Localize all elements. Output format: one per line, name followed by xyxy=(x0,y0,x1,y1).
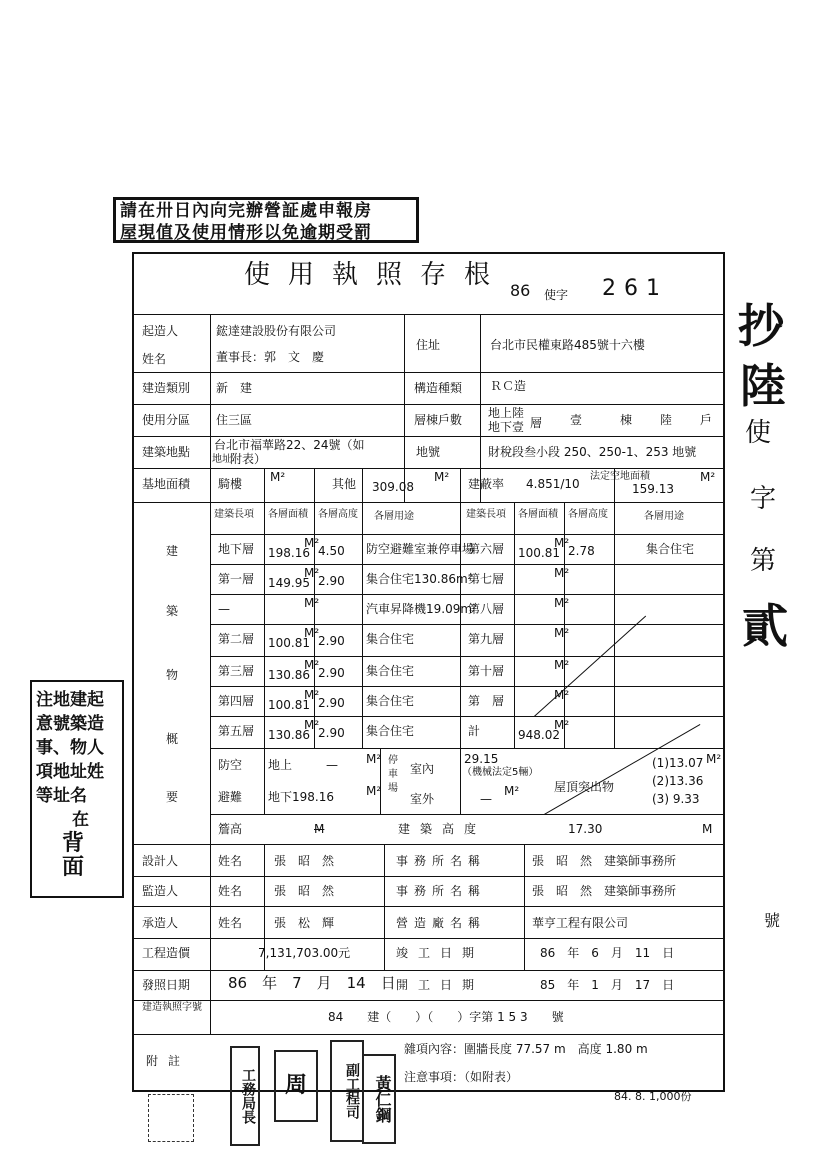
issue-label: 發照日期 xyxy=(142,978,191,992)
builder-label-2: 姓名 xyxy=(142,352,167,366)
builder-name: 鋐達建設股份有限公司 xyxy=(216,324,337,338)
person-org-label: 事務所名稱 xyxy=(396,854,487,868)
floors-dong: 棟 xyxy=(620,413,633,427)
table-floor-right: 計 xyxy=(468,724,481,738)
table-floor: — xyxy=(218,602,230,616)
table-use: 集合住宅 xyxy=(366,694,415,708)
shelter-label-1: 防空 xyxy=(218,758,243,772)
parking-indoor-note: （機械法定5輛） xyxy=(462,767,539,778)
parking-indoor-value: 29.15 xyxy=(464,752,499,766)
building-vert-2: 築 xyxy=(166,604,179,618)
serial-number: 261 xyxy=(602,276,668,301)
person-role: 監造人 xyxy=(142,884,179,898)
category-label: 建造類別 xyxy=(142,381,191,395)
table-use: 集合住宅 xyxy=(366,664,415,678)
header-area-right: 各層面積 xyxy=(518,509,558,520)
table-floor: 第二層 xyxy=(218,632,255,646)
margin-char: 號 xyxy=(764,911,781,930)
area-label: 基地面積 xyxy=(142,477,191,491)
floors-ceng: 層 xyxy=(530,416,543,430)
side-note-line: 項地址姓 xyxy=(36,762,104,782)
table-area-unit: M² xyxy=(304,566,320,580)
margin-char: 使 xyxy=(745,418,772,448)
side-note-line: 在 xyxy=(72,810,89,830)
table-area: 198.16 xyxy=(268,546,310,560)
roof-label: 屋頂突出物 xyxy=(554,780,615,794)
table-area-unit-right: M² xyxy=(554,626,570,640)
table-height: 2.90 xyxy=(318,574,345,588)
table-use: 汽車昇降機19.09m² xyxy=(366,602,477,616)
floors-label: 層棟戶數 xyxy=(414,413,463,427)
side-note-line: 注地建起 xyxy=(36,690,104,710)
person-org: 華亨工程有限公司 xyxy=(532,916,629,930)
building-height-label: 建築高度 xyxy=(398,822,487,836)
lot-label: 地號 xyxy=(416,445,441,459)
shelter-below: 地下198.16 xyxy=(268,790,334,804)
building-vert-5: 要 xyxy=(166,790,179,804)
building-height-unit: M xyxy=(702,822,713,836)
other-value: 309.08 xyxy=(372,480,414,494)
table-use: 集合住宅 xyxy=(366,724,415,738)
table-area-unit-right: M² xyxy=(554,688,570,702)
stamp-seal: 周 xyxy=(274,1050,318,1122)
start-date: 85 年 1 月 17 日 xyxy=(540,978,675,992)
table-area-unit: M² xyxy=(304,718,320,732)
person-name-label: 姓名 xyxy=(218,916,243,930)
person-org: 張 昭 然 建築師事務所 xyxy=(532,884,677,898)
start-label: 開工日期 xyxy=(396,978,485,992)
site-note: 地址 xyxy=(212,454,232,465)
table-floor: 地下層 xyxy=(218,542,255,556)
person-name: 張 昭 然 xyxy=(274,884,335,898)
side-note-line: 等址名 xyxy=(36,786,87,806)
legal-unit: M² xyxy=(700,470,716,484)
seal-mark xyxy=(148,1094,194,1142)
stamp-engineer: 副工程司 xyxy=(330,1040,364,1142)
remarks-label: 附註 xyxy=(146,1054,191,1068)
arcade-unit: M² xyxy=(270,470,286,484)
issue-date: 86 年 7 月 14 日 xyxy=(228,974,396,992)
parking-label: 停車場 xyxy=(388,755,398,794)
table-area: 100.81 xyxy=(268,698,310,712)
margin-char: 陸 xyxy=(740,359,786,413)
shelter-label-2: 避難 xyxy=(218,790,243,804)
address-label: 住址 xyxy=(416,338,441,352)
table-floor: 第五層 xyxy=(218,724,255,738)
margin-char: 字 xyxy=(750,484,777,514)
table-area: 130.86 xyxy=(268,668,310,682)
header-use: 各層用途 xyxy=(374,511,414,522)
roof-unit: M² xyxy=(706,752,722,766)
remarks-misc: 雜項內容：圍牆長度 77.57 m 高度 1.80 m xyxy=(404,1042,648,1056)
eaves-value: M xyxy=(314,822,325,836)
header-height: 各層高度 xyxy=(318,509,358,520)
table-height: 2.90 xyxy=(318,726,345,740)
side-note-line: 意號築造 xyxy=(36,714,104,734)
building-vert-1: 建 xyxy=(166,544,179,558)
floors-count: 壹 xyxy=(570,413,583,427)
table-area: 130.86 xyxy=(268,728,310,742)
lot-value: 財稅段叁小段 250、250-1、253 地號 xyxy=(488,445,697,459)
builder-label-1: 起造人 xyxy=(142,324,179,338)
table-floor: 第三層 xyxy=(218,664,255,678)
eaves-label: 簷高 xyxy=(218,822,243,836)
coverage-value: 4.851/10 xyxy=(526,477,580,491)
header-area: 各層面積 xyxy=(268,509,308,520)
table-floor-right: 第十層 xyxy=(468,664,505,678)
side-note-line: 面 xyxy=(62,855,85,880)
table-height: 2.90 xyxy=(318,696,345,710)
legal-label: 法定空地面積 xyxy=(590,471,650,482)
license-label: 建造執照字號 xyxy=(142,1002,202,1013)
table-area-unit: M² xyxy=(304,596,320,610)
serial-year: 86 xyxy=(510,281,531,300)
structure-value: ＲＣ造 xyxy=(490,379,527,393)
serial-word: 使字 xyxy=(544,288,569,302)
person-role: 設計人 xyxy=(142,854,179,868)
side-note-line: 背 xyxy=(62,831,85,856)
person-role: 承造人 xyxy=(142,916,179,930)
margin-char: 貳 xyxy=(742,599,788,653)
margin-char: 第 xyxy=(750,546,777,576)
table-floor-right: 第八層 xyxy=(468,602,505,616)
side-note xyxy=(30,680,124,898)
table-area-unit-right: M² xyxy=(554,718,570,732)
table-area-unit: M² xyxy=(304,658,320,672)
roof-value-3: (3) 9.33 xyxy=(652,792,700,806)
table-use: 防空避難室兼停車場 xyxy=(366,542,475,556)
table-area-unit-right: M² xyxy=(554,536,570,550)
header-use-right: 各層用途 xyxy=(644,511,684,522)
site-label: 建築地點 xyxy=(142,445,191,459)
person-name-label: 姓名 xyxy=(218,854,243,868)
floors-hu-count: 陸 xyxy=(660,413,673,427)
floors-below: 地下壹 xyxy=(488,420,525,434)
table-floor: 第一層 xyxy=(218,572,255,586)
shelter-above: 地上 xyxy=(268,758,293,772)
remarks-note: 注意事項：（如附表） xyxy=(404,1070,519,1084)
notice-box xyxy=(113,197,419,243)
form-title: 使用執照存根 xyxy=(244,260,509,290)
floors-above: 地上陸 xyxy=(488,406,525,420)
table-use: 集合住宅130.86m² xyxy=(366,572,473,586)
parking-outdoor-value: — xyxy=(480,792,492,806)
person-org-label: 營造廠名稱 xyxy=(396,916,487,930)
notice-line-1: 請在卅日內向完辦營証處申報房 xyxy=(120,201,372,221)
building-vert-4: 概 xyxy=(166,732,179,746)
table-use-right: 集合住宅 xyxy=(646,542,695,556)
other-unit: M² xyxy=(434,470,450,484)
site-value-1: 台北市福華路22、24號（如 xyxy=(214,438,365,452)
side-note-line: 事、物人 xyxy=(36,738,104,758)
person-name: 張 昭 然 xyxy=(274,854,335,868)
table-area-unit: M² xyxy=(304,626,320,640)
roof-value-2: (2)13.36 xyxy=(652,774,704,788)
header-floor: 建築長項 xyxy=(214,509,254,520)
roof-value-1: (1)13.07 xyxy=(652,756,704,770)
table-height-right: 2.78 xyxy=(568,544,595,558)
structure-label: 構造種類 xyxy=(414,381,463,395)
header-floor-right: 建築長項 xyxy=(466,509,506,520)
parking-indoor: 室內 xyxy=(410,762,435,776)
table-area-unit: M² xyxy=(304,536,320,550)
person-org: 張 昭 然 建築師事務所 xyxy=(532,854,677,868)
arcade-label: 騎樓 xyxy=(218,477,243,491)
table-height: 4.50 xyxy=(318,544,345,558)
table-area-unit-right: M² xyxy=(554,658,570,672)
building-height-value: 17.30 xyxy=(568,822,603,836)
notice-line-2: 屋現值及使用情形以免逾期受罰 xyxy=(120,223,372,243)
done-date: 86 年 6 月 11 日 xyxy=(540,946,675,960)
table-area-right: 100.81 xyxy=(518,546,560,560)
table-floor: 第四層 xyxy=(218,694,255,708)
floors-hu: 戶 xyxy=(700,413,713,427)
table-floor-right: 第 層 xyxy=(468,694,505,708)
other-label: 其他 xyxy=(332,477,357,491)
parking-outdoor-unit: M² xyxy=(504,784,520,798)
license-value: 84 建（ ）（ ）字第 1 5 3 號 xyxy=(328,1010,564,1024)
cost-label: 工程造價 xyxy=(142,946,191,960)
shelter-unit-2: M² xyxy=(366,784,382,798)
table-floor-right: 第六層 xyxy=(468,542,505,556)
table-area-unit-right: M² xyxy=(554,566,570,580)
table-area: 149.95 xyxy=(268,576,310,590)
table-area: 100.81 xyxy=(268,636,310,650)
margin-char: 抄 xyxy=(738,299,784,353)
person-name: 張 松 輝 xyxy=(274,916,335,930)
shelter-above-value: — xyxy=(326,758,338,772)
parking-outdoor: 室外 xyxy=(410,792,435,806)
table-floor-right: 第九層 xyxy=(468,632,505,646)
coverage-label: 建蔽率 xyxy=(468,477,505,491)
table-use: 集合住宅 xyxy=(366,632,415,646)
table-height: 2.90 xyxy=(318,666,345,680)
zoning-value: 住三區 xyxy=(216,413,253,427)
site-value-2: 附表） xyxy=(230,452,267,466)
person-org-label: 事務所名稱 xyxy=(396,884,487,898)
legal-value: 159.13 xyxy=(632,482,674,496)
table-height: 2.90 xyxy=(318,634,345,648)
table-area-unit-right: M² xyxy=(554,596,570,610)
stamp-bureau-chief: 工務局長 xyxy=(230,1046,260,1146)
done-label: 竣工日期 xyxy=(396,946,485,960)
cost-value: 7,131,703.00元 xyxy=(258,946,351,960)
category-value: 新 建 xyxy=(216,381,253,395)
address-value: 台北市民權東路485號十六樓 xyxy=(490,338,645,352)
shelter-unit: M² xyxy=(366,752,382,766)
header-height-right: 各層高度 xyxy=(568,509,608,520)
stamp-engineer-name: 黃仁鋼 xyxy=(362,1054,396,1144)
table-floor-right: 第七層 xyxy=(468,572,505,586)
table-area-unit: M² xyxy=(304,688,320,702)
builder-chair: 董事長：郭 文 慶 xyxy=(216,350,325,364)
footer-print: 84. 8. 1,000份 xyxy=(614,1090,692,1103)
table-area-right: 948.02 xyxy=(518,728,560,742)
building-vert-3: 物 xyxy=(166,668,179,682)
zoning-label: 使用分區 xyxy=(142,413,191,427)
person-name-label: 姓名 xyxy=(218,884,243,898)
